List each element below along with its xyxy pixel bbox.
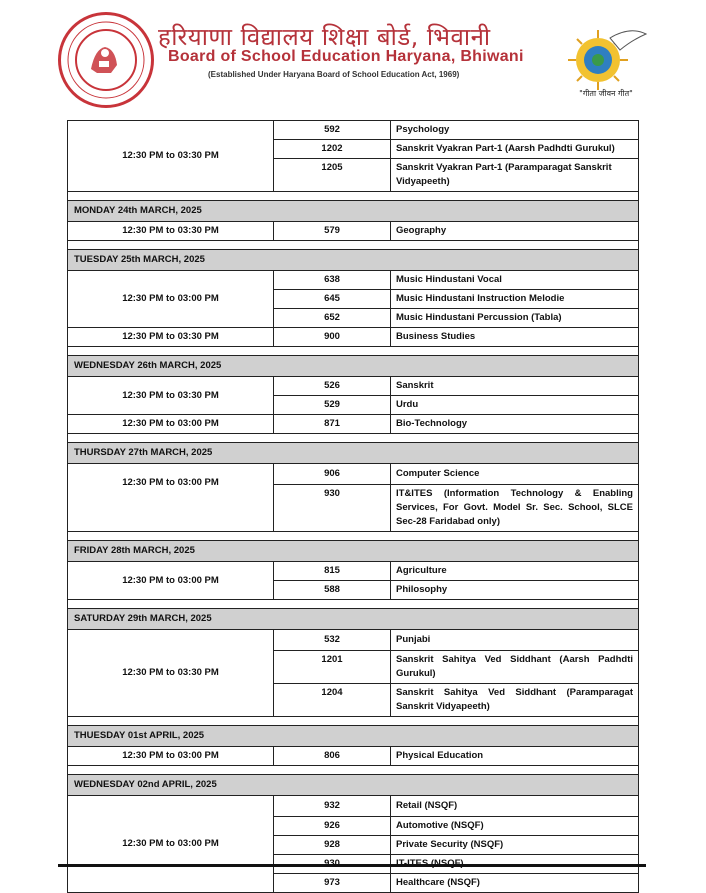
day-header: MONDAY 24th MARCH, 2025 bbox=[68, 201, 639, 222]
spacer-row bbox=[68, 532, 639, 541]
table-row bbox=[68, 415, 639, 434]
subject-cell: Music Hindustani Percussion (Tabla) bbox=[391, 309, 639, 328]
subject-cell: Urdu bbox=[391, 396, 639, 415]
time-cell: 12:30 PM to 03:30 PM bbox=[68, 377, 274, 415]
day-header-row bbox=[68, 609, 639, 630]
table-row bbox=[68, 121, 639, 140]
table-row bbox=[68, 796, 639, 817]
time-cell: 12:30 PM to 03:30 PM bbox=[68, 121, 274, 192]
day-header-row bbox=[68, 541, 639, 562]
subject-cell: Sanskrit Vyakran Part-1 (Aarsh Padhdti Gurukul) bbox=[391, 140, 639, 159]
spacer-row bbox=[68, 434, 639, 443]
board-title-hindi: हरियाणा विद्यालय शिक्षा बोर्ड, भिवानी bbox=[158, 23, 491, 51]
table-row bbox=[68, 328, 639, 347]
code-cell: 529 bbox=[274, 396, 391, 415]
code-cell: 930 bbox=[274, 485, 391, 532]
spacer-row bbox=[68, 347, 639, 356]
spacer-row bbox=[68, 717, 639, 726]
code-cell: 579 bbox=[274, 222, 391, 241]
subject-cell: Sanskrit Sahitya Ved Siddhant (Paramparagat Sanskrit Vidyapeeth) bbox=[391, 684, 639, 717]
code-cell: 1204 bbox=[274, 684, 391, 717]
time-cell: 12:30 PM to 03:30 PM bbox=[68, 222, 274, 241]
code-cell: 645 bbox=[274, 290, 391, 309]
time-cell: 12:30 PM to 03:30 PM bbox=[68, 328, 274, 347]
time-cell: 12:30 PM to 03:00 PM bbox=[68, 415, 274, 434]
code-cell: 928 bbox=[274, 836, 391, 855]
subject-cell: Sanskrit Sahitya Ved Siddhant (Aarsh Padhdti Gurukul) bbox=[391, 651, 639, 684]
spacer-row bbox=[68, 600, 639, 609]
day-header-row bbox=[68, 356, 639, 377]
spacer-row bbox=[68, 241, 639, 250]
day-header: WEDNESDAY 02nd APRIL, 2025 bbox=[68, 775, 639, 796]
code-cell: 526 bbox=[274, 377, 391, 396]
subject-cell: Psychology bbox=[391, 121, 639, 140]
time-cell: 12:30 PM to 03:00 PM bbox=[68, 796, 274, 893]
day-header-row bbox=[68, 201, 639, 222]
subject-cell: Automotive (NSQF) bbox=[391, 817, 639, 836]
subject-cell: Sanskrit bbox=[391, 377, 639, 396]
board-title-english: Board of School Education Haryana, Bhiwani bbox=[168, 48, 524, 65]
code-cell: 638 bbox=[274, 271, 391, 290]
subject-cell: Healthcare (NSQF) bbox=[391, 874, 639, 893]
subject-cell: Punjabi bbox=[391, 630, 639, 651]
subject-cell: IT&ITES (Information Technology & Enabling Services, For Govt. Model Sr. Sec. School, SLCE Sec-28 Faridabad only) bbox=[391, 485, 639, 532]
table-row bbox=[68, 222, 639, 241]
board-subtitle: (Established Under Haryana Board of School Education Act, 1969) bbox=[208, 70, 460, 79]
board-seal-logo bbox=[58, 12, 154, 108]
table-row bbox=[68, 271, 639, 290]
seal-emblem-icon bbox=[85, 39, 123, 79]
day-header-row bbox=[68, 250, 639, 271]
subject-cell: Music Hindustani Vocal bbox=[391, 271, 639, 290]
code-cell: 1201 bbox=[274, 651, 391, 684]
day-header-row bbox=[68, 775, 639, 796]
time-cell: 12:30 PM to 03:30 PM bbox=[68, 630, 274, 717]
day-header: FRIDAY 28th MARCH, 2025 bbox=[68, 541, 639, 562]
gita-emblem-logo bbox=[560, 20, 650, 92]
spacer-row bbox=[68, 192, 639, 201]
subject-cell: Philosophy bbox=[391, 581, 639, 600]
time-cell: 12:30 PM to 03:00 PM bbox=[68, 747, 274, 766]
code-cell: 1205 bbox=[274, 159, 391, 192]
table-row bbox=[68, 562, 639, 581]
code-cell: 806 bbox=[274, 747, 391, 766]
code-cell: 532 bbox=[274, 630, 391, 651]
code-cell: 588 bbox=[274, 581, 391, 600]
subject-cell: Computer Science bbox=[391, 464, 639, 485]
subject-cell: Business Studies bbox=[391, 328, 639, 347]
day-header: THUESDAY 01st APRIL, 2025 bbox=[68, 726, 639, 747]
code-cell: 1202 bbox=[274, 140, 391, 159]
code-cell: 871 bbox=[274, 415, 391, 434]
exam-schedule-table bbox=[67, 120, 639, 893]
subject-cell: Music Hindustani Instruction Melodie bbox=[391, 290, 639, 309]
time-cell: 12:30 PM to 03:00 PM bbox=[68, 271, 274, 328]
motto-text: "गीता जीवन गीत" bbox=[579, 89, 633, 98]
subject-cell: Private Security (NSQF) bbox=[391, 836, 639, 855]
subject-cell: Physical Education bbox=[391, 747, 639, 766]
subject-cell: Retail (NSQF) bbox=[391, 796, 639, 817]
day-header: TUESDAY 25th MARCH, 2025 bbox=[68, 250, 639, 271]
subject-cell: Sanskrit Vyakran Part-1 (Paramparagat Sanskrit Vidyapeeth) bbox=[391, 159, 639, 192]
table-row bbox=[68, 377, 639, 396]
code-cell: 592 bbox=[274, 121, 391, 140]
day-header-row bbox=[68, 443, 639, 464]
spacer-row bbox=[68, 766, 639, 775]
subject-cell: Geography bbox=[391, 222, 639, 241]
subject-cell: Bio-Technology bbox=[391, 415, 639, 434]
code-cell: 906 bbox=[274, 464, 391, 485]
table-row bbox=[68, 464, 639, 485]
code-cell: 815 bbox=[274, 562, 391, 581]
subject-cell: Agriculture bbox=[391, 562, 639, 581]
time-cell: 12:30 PM to 03:00 PM bbox=[68, 562, 274, 600]
time-cell: 12:30 PM to 03:00 PM bbox=[68, 464, 274, 532]
table-row bbox=[68, 747, 639, 766]
code-cell: 900 bbox=[274, 328, 391, 347]
code-cell: 926 bbox=[274, 817, 391, 836]
letterhead bbox=[0, 0, 706, 110]
code-cell: 932 bbox=[274, 796, 391, 817]
day-header: THURSDAY 27th MARCH, 2025 bbox=[68, 443, 639, 464]
day-header: SATURDAY 29th MARCH, 2025 bbox=[68, 609, 639, 630]
day-header-row bbox=[68, 726, 639, 747]
code-cell: 652 bbox=[274, 309, 391, 328]
table-row bbox=[68, 630, 639, 651]
day-header: WEDNESDAY 26th MARCH, 2025 bbox=[68, 356, 639, 377]
footer-rule bbox=[58, 864, 646, 867]
code-cell: 973 bbox=[274, 874, 391, 893]
